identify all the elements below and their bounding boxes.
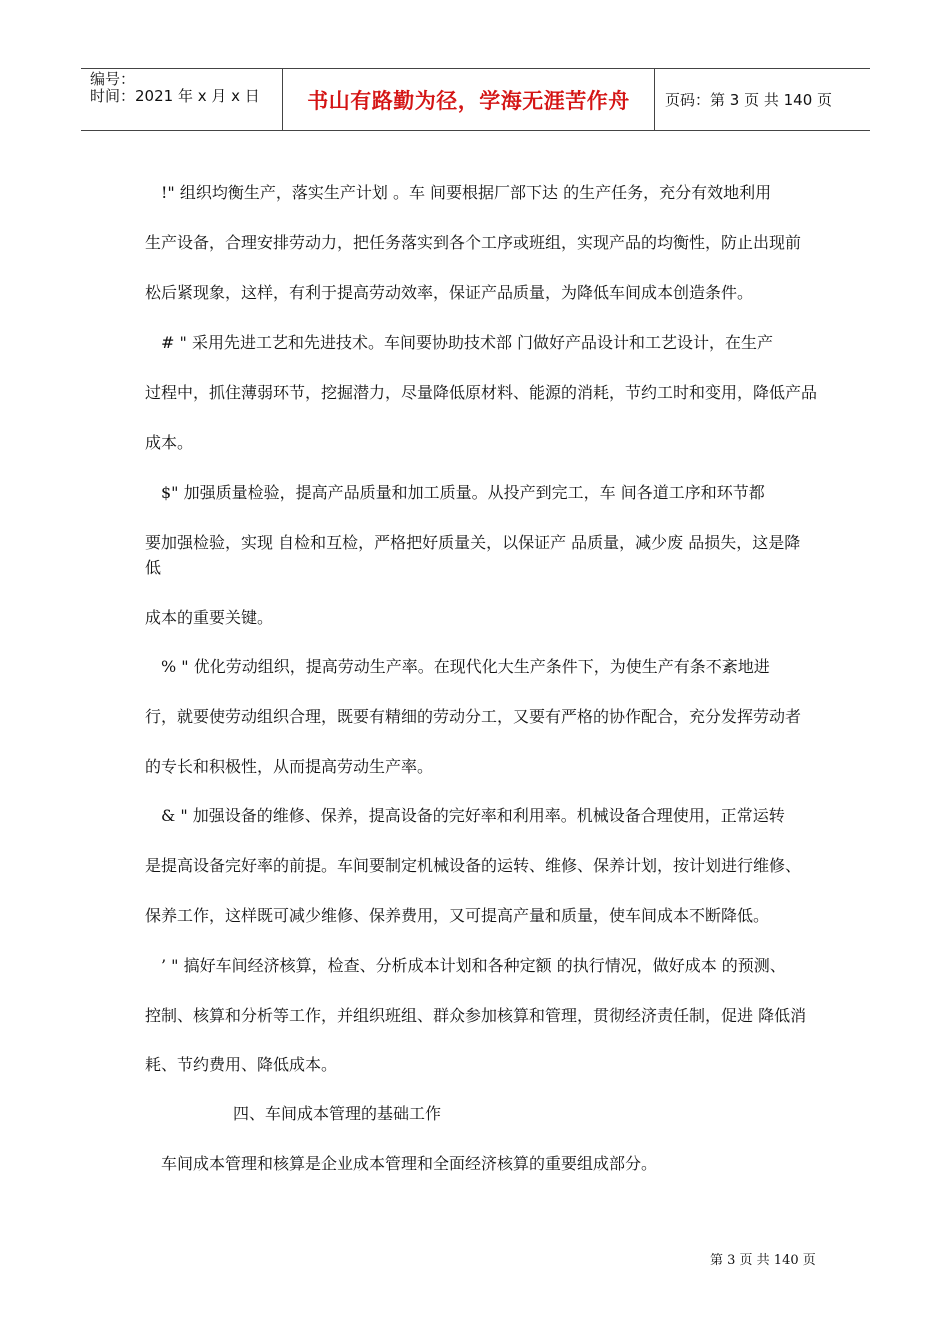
body-line: 是提高设备完好率的前提。车间要制定机械设备的运转、维修、保养计划，按计划进行维修、 — [145, 856, 802, 875]
body-line: # " 采用先进工艺和先进技术。车间要协助技术部 门做好产品设计和工艺设计，在生产 — [161, 333, 774, 352]
body-line: ’ " 搞好车间经济核算，检查、分析成本计划和各种定额 的执行情况，做好成本 的预测、 — [161, 956, 786, 975]
body-line: 生产设备，合理安排劳动力，把任务落实到各个工序或班组，实现产品的均衡性，防止出现前 — [145, 233, 802, 252]
body-line: & " 加强设备的维修、保养，提高设备的完好率和利用率。机械设备合理使用，正常运转 — [161, 806, 785, 825]
body-line: 松后紧现象，这样，有利于提高劳动效率，保证产品质量，为降低车间成本创造条件。 — [145, 283, 754, 302]
body-line: 要加强检验，实现 自检和互检，严格把好质量关，以保证产 品质量，减少废 品损失，这是降 — [145, 533, 801, 552]
body-line: 保养工作，这样既可减少维修、保养费用，又可提高产量和质量，使车间成本不断降低。 — [145, 906, 770, 925]
body-line: !" 组织均衡生产，落实生产计划 。车 间要根据厂部下达 的生产任务，充分有效地利用 — [161, 183, 772, 202]
section-heading: 四、车间成本管理的基础工作 — [233, 1104, 442, 1123]
body-line: 的专长和积极性，从而提高劳动生产率。 — [145, 757, 434, 776]
page-footer: 第 3 页 共 140 页 — [710, 1253, 816, 1268]
header-page-cell — [655, 69, 870, 130]
page-info: 页码：第 3 页 共 140 页 — [665, 91, 833, 109]
header-meta — [81, 69, 282, 130]
body-line: 车间成本管理和核算是企业成本管理和全面经济核算的重要组成部分。 — [161, 1154, 658, 1173]
document-header — [81, 68, 870, 131]
body-line: 耗、节约费用、降低成本。 — [145, 1055, 338, 1074]
body-line: $" 加强质量检验，提高产品质量和加工质量。从投产到完工，车 间各道工序和环节都 — [161, 483, 765, 502]
body-line: 行，就要使劳动组织合理，既要有精细的劳动分工，又要有严格的协作配合，充分发挥劳动者 — [145, 707, 802, 726]
motto-text: 书山有路勤为径，学海无涯苦作舟 — [307, 88, 630, 113]
body-line: 过程中，抓住薄弱环节，挖掘潜力，尽量降低原材料、能源的消耗，节约工时和变用，降低产品 — [145, 383, 818, 402]
body-line: 成本。 — [145, 433, 194, 452]
header-motto-cell — [282, 69, 655, 130]
body-line: % " 优化劳动组织，提高劳动生产率。在现代化大生产条件下，为使生产有条不紊地进 — [161, 657, 770, 676]
time-label: 时间：2021 年 x 月 x 日 — [90, 87, 260, 105]
body-line: 控制、核算和分析等工作，并组织班组、群众参加核算和管理，贯彻经济责任制，促进 降低消 — [145, 1006, 807, 1025]
number-label: 编号： — [90, 70, 136, 88]
body-line: 成本的重要关键。 — [145, 608, 274, 627]
body-line: 低 — [145, 558, 162, 577]
